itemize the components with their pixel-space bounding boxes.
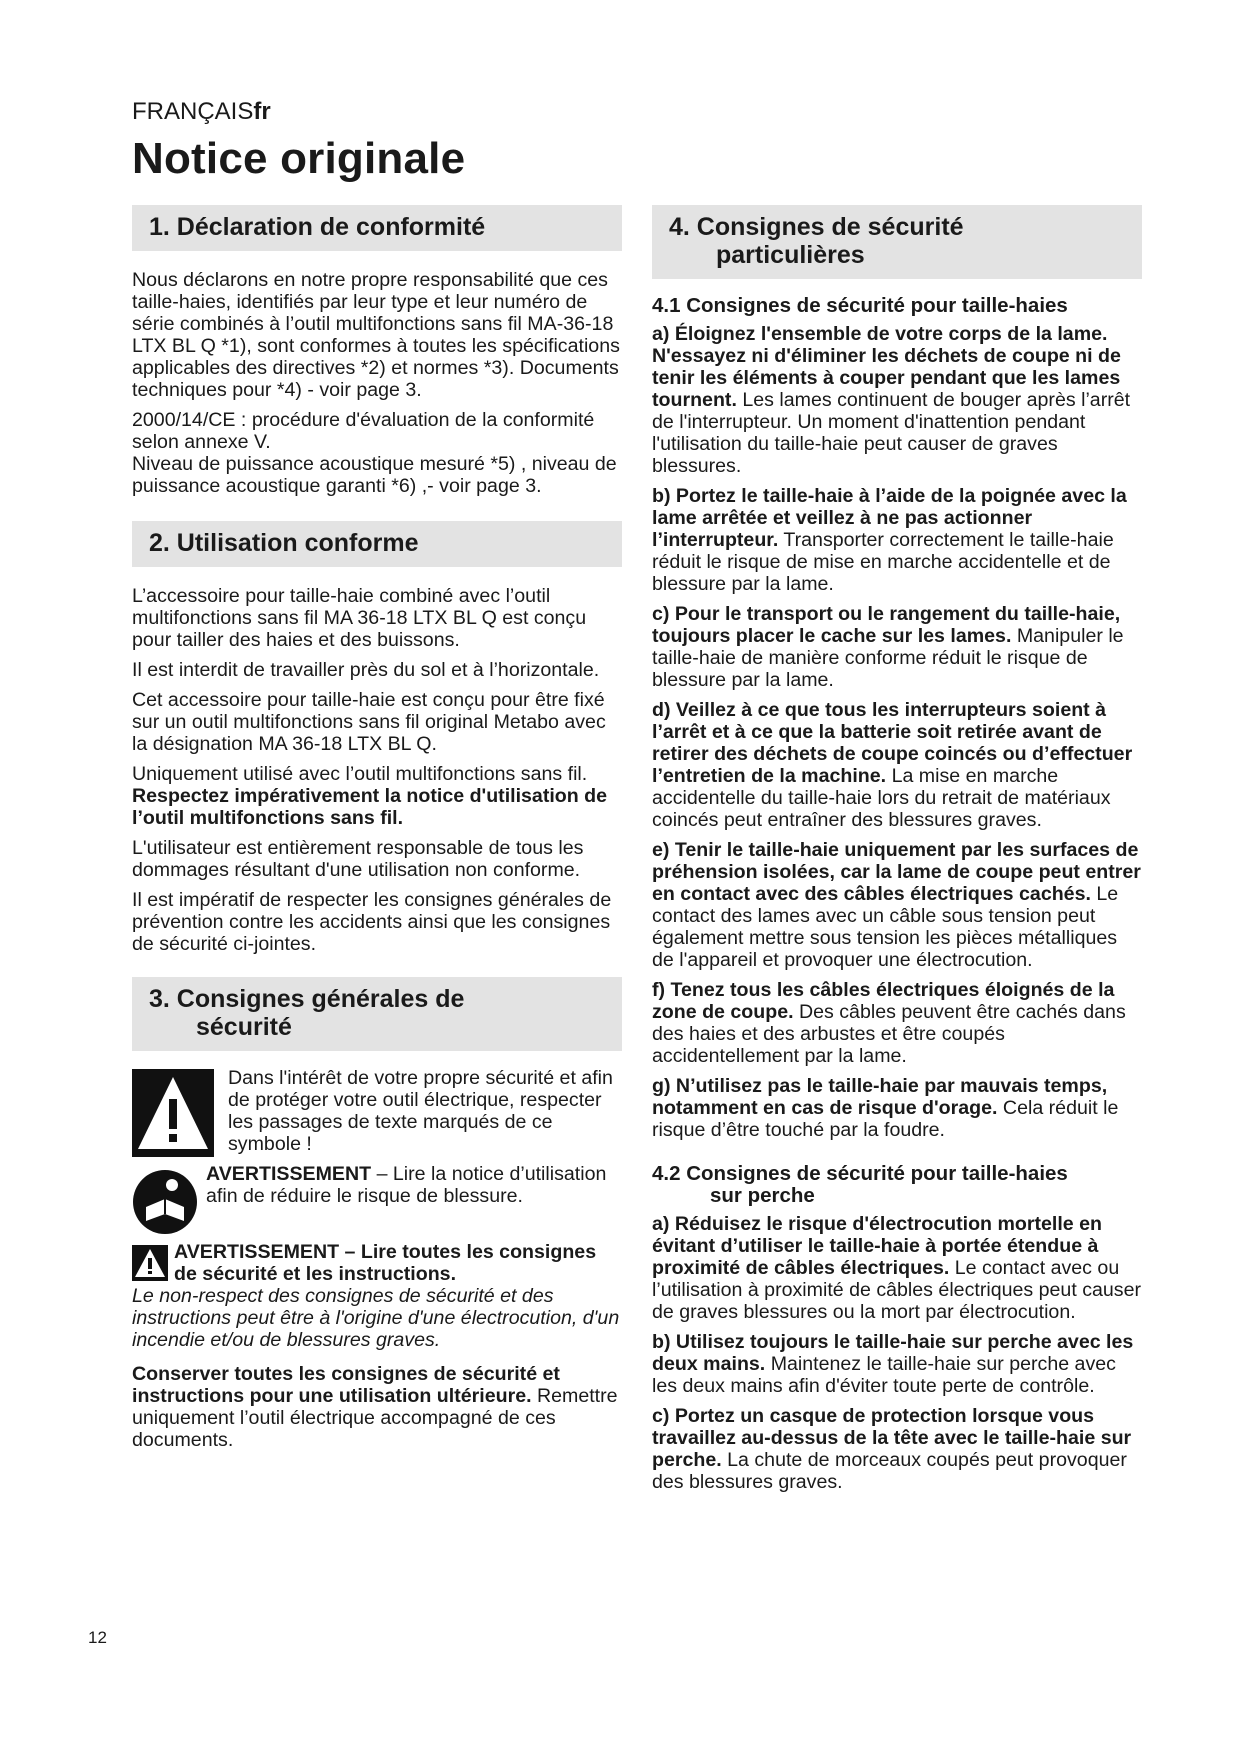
keep-instructions-text: Conserver toutes les consignes de sécurité et instructions pour une utilisation ultérieure. Remettre uniquement l’outil électrique accompagné de ces documents. bbox=[132, 1363, 618, 1451]
section-4-heading: 4. Consignes de sécurité particulières bbox=[652, 205, 1142, 279]
section-2-heading: 2. Utilisation conforme bbox=[132, 521, 622, 567]
pole-item-a: a) Réduisez le risque d'électrocution mortelle en évitant d’utiliser le taille-haie à portée étendue à proximité de câbles électriques. Le contact avec ou l’utilisation à proximité de câbles électriques peut causer de graves blessures ou la mort par électrocution. bbox=[652, 1213, 1142, 1323]
left-column bbox=[132, 205, 622, 1459]
s2-paragraph-3: Cet accessoire pour taille-haie est conçu pour être fixé sur un outil multifonctions sans fil original Metabo avec la désignation MA 36-18 LTX BL Q. bbox=[132, 689, 606, 755]
item-f: f) Tenez tous les câbles électriques éloignés de la zone de coupe. Des câbles peuvent être cachés dans des haies et des arbustes et être coupés accidentellement par la lame. bbox=[652, 979, 1126, 1067]
warning-consequence-text: Le non-respect des consignes de sécurité et des instructions peut être à l'origine d'une électrocution, d'un incendie et/ou de blessures graves. bbox=[132, 1285, 620, 1351]
page-number: 12 bbox=[88, 1628, 107, 1647]
s2-paragraph-5: L'utilisateur est entièrement responsable de tous les dommages résultant d'une utilisation non conforme. bbox=[132, 837, 584, 881]
s1-paragraph-1: Nous déclarons en notre propre responsabilité que ces taille-haies, identifiés par leur type et leur numéro de série combinés à l’outil multifonctions sans fil MA-36-18 LTX BL Q *1), sont conformes à toutes les spécifications applicables des directives *2) et normes *3). Documents techniques pour *4) - voir page 3. bbox=[132, 269, 620, 401]
warning-triangle-small-icon bbox=[132, 1245, 168, 1281]
s1-paragraph-2: 2000/14/CE : procédure d'évaluation de la conformité selon annexe V. Niveau de puissance acoustique mesuré *5) , niveau de puissance acoustique garanti *6) ,- voir page 3. bbox=[132, 409, 617, 497]
subsection-4-2-heading: 4.2 Consignes de sécurité pour taille-haies sur perche bbox=[652, 1162, 1068, 1207]
section-1-heading: 1. Déclaration de conformité bbox=[132, 205, 622, 251]
warning-symbol-note: Dans l'intérêt de votre propre sécurité et afin de protéger votre outil électrique, respecter les passages de texte marqués de ce symbole ! bbox=[132, 1067, 622, 1157]
warning-triangle-icon bbox=[132, 1069, 214, 1157]
subsection-4-1-heading: 4.1 Consignes de sécurité pour taille-haies bbox=[652, 294, 1068, 317]
language-label: FRANÇAISfr bbox=[132, 98, 271, 125]
pole-item-b: b) Utilisez toujours le taille-haie sur perche avec les deux mains. Maintenez le taille-haie sur perche avec les deux mains afin d'éviter toute perte de contrôle. bbox=[652, 1331, 1134, 1397]
right-column bbox=[652, 205, 1142, 1501]
section-3-heading: 3. Consignes générales de sécurité bbox=[132, 977, 622, 1051]
read-manual-icon bbox=[132, 1169, 198, 1235]
item-g: g) N’utilisez pas le taille-haie par mauvais temps, notamment en cas de risque d'orage. Cela réduit le risque d’être touché par la foudre. bbox=[652, 1075, 1119, 1141]
s2-paragraph-4: Uniquement utilisé avec l’outil multifonctions sans fil. Respectez impérativement la notice d'utilisation de l’outil multifonctions sans fil. bbox=[132, 763, 608, 829]
pole-item-c: c) Portez un casque de protection lorsque vous travaillez au-dessus de la tête avec le taille-haie sur perche. La chute de morceaux coupés peut provoquer des blessures graves. bbox=[652, 1405, 1132, 1493]
read-manual-note: AVERTISSEMENT – Lire la notice d’utilisation afin de réduire le risque de blessure. bbox=[132, 1163, 622, 1235]
s2-paragraph-6: Il est impératif de respecter les consignes générales de prévention contre les accidents ainsi que les consignes de sécurité ci-jointes. bbox=[132, 889, 612, 955]
item-e: e) Tenir le taille-haie uniquement par les surfaces de préhension isolées, car la lame de coupe peut entrer en contact avec des câbles électriques cachés. Le contact des lames avec un câble sous tension peut également mettre sous tension les pièces métalliques de l'appareil et provoquer une électrocution. bbox=[652, 839, 1141, 971]
item-a: a) Éloignez l'ensemble de votre corps de la lame. N'essayez ni d'éliminer les déchets de coupe ni de tenir les éléments à couper pendant que les lames tournent. Les lames continuent de bouger après l’arrêt de l'interrupteur. Un moment d'inattention pendant l'utilisation du taille-haie peut causer de graves blessures. bbox=[652, 323, 1131, 477]
s2-paragraph-1: L’accessoire pour taille-haie combiné avec l’outil multifonctions sans fil MA 36-18 LTX BL Q est conçu pour tailler des haies et des buissons. bbox=[132, 585, 587, 651]
page-title: Notice originale bbox=[132, 134, 466, 183]
item-d: d) Veillez à ce que tous les interrupteurs soient à l’arrêt et à ce que la batterie soit retirée avant de retirer des déchets de coupe coincés ou d’effectuer l’entretien de la machine. La mise en marche accidentelle du taille-haie lors du retrait de matériaux coincés peut entraîner des blessures graves. bbox=[652, 699, 1133, 831]
item-b: b) Portez le taille-haie à l’aide de la poignée avec la lame arrêtée et veillez à ne pas actionner l’interrupteur. Transporter correctement le taille-haie réduit le risque de mise en marche accidentelle et de blessure par la lame. bbox=[652, 485, 1127, 595]
s2-paragraph-2: Il est interdit de travailler près du sol et à l’horizontale. bbox=[132, 659, 600, 681]
item-c: c) Pour le transport ou le rangement du taille-haie, toujours placer le cache sur les lames. Manipuler le taille-haie de manière conforme réduit le risque de blessure par la lame. bbox=[652, 603, 1124, 691]
read-instructions-warning: AVERTISSEMENT – Lire toutes les consignes de sécurité et les instructions. bbox=[132, 1241, 622, 1285]
